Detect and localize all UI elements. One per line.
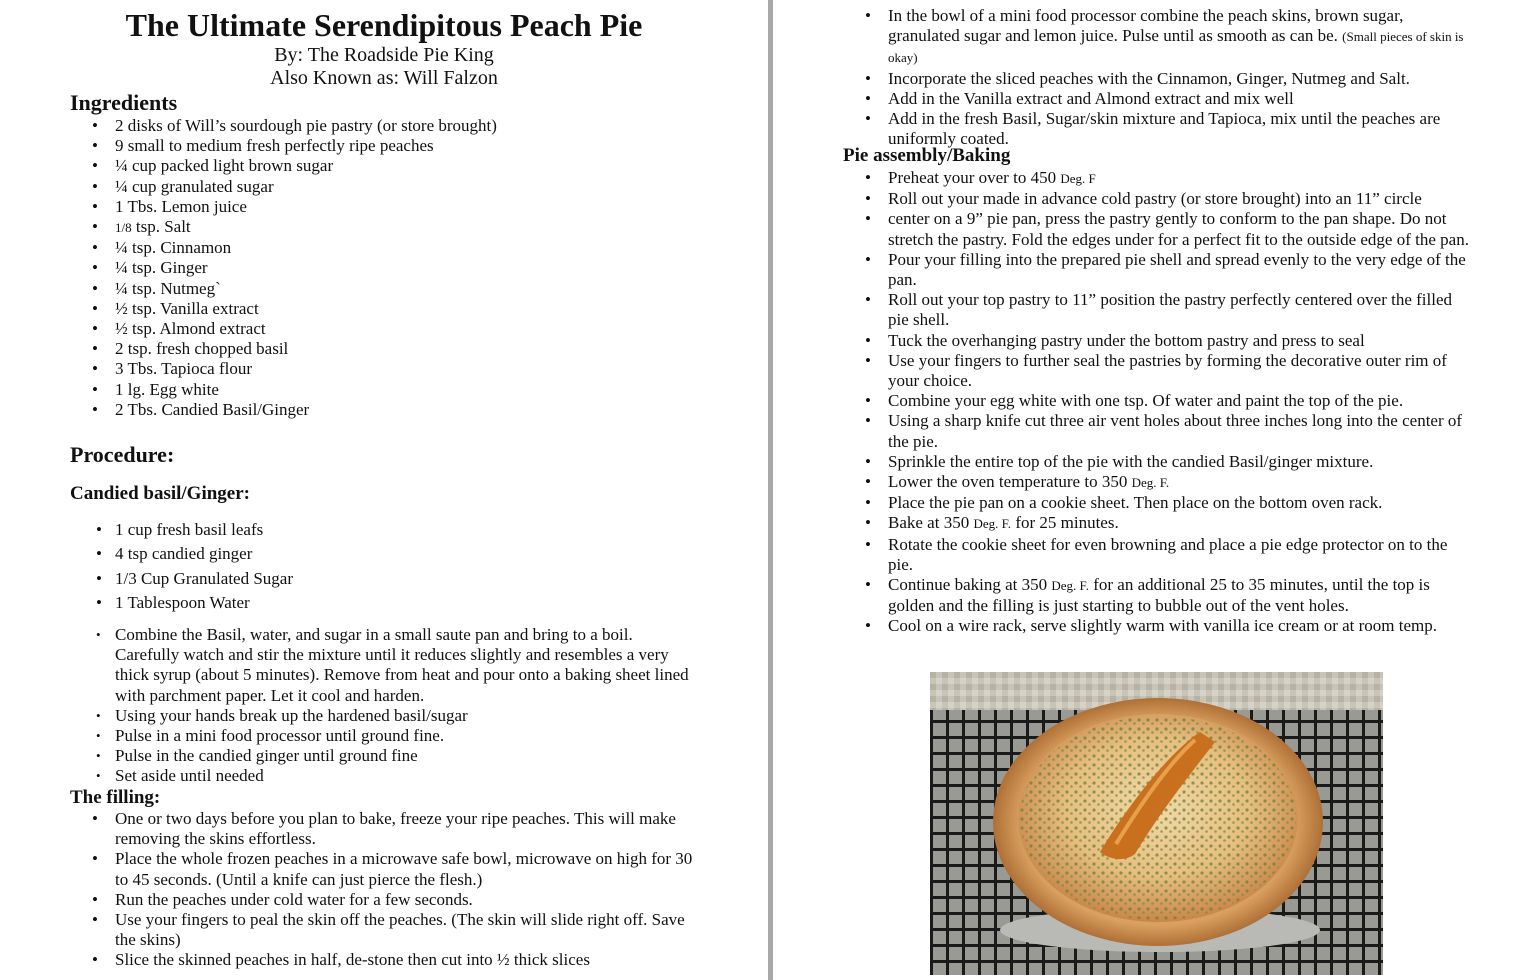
processor-step-text: In the bowl of a mini food processor combine the peach skins, brown sugar, granulated sugar and lemon juice. Pulse until as smooth as can be. bbox=[888, 6, 1404, 46]
list-item: • center on a 9” pie pan, press the pastry gently to conform to the pan shape. Do not stretch the pastry. Fold the edges under for a perfect fit to the outside edge of the pan. bbox=[843, 209, 1473, 249]
deg-unit: Deg. F. bbox=[1131, 475, 1170, 491]
list-item: • 1/3 Cup Granulated Sugar bbox=[70, 567, 710, 591]
list-item: • One or two days before you plan to bake, freeze your ripe peaches. This will make removing the skins effortless. bbox=[70, 809, 700, 849]
list-item bbox=[843, 513, 1473, 534]
list-item bbox=[843, 575, 1473, 616]
list-item bbox=[843, 6, 1473, 69]
list-item: • 9 small to medium fresh perfectly ripe peaches bbox=[70, 136, 710, 156]
list-item: • Place the whole frozen peaches in a microwave safe bowl, microwave on high for 30 to 45 seconds. (Until a knife can just pierce the flesh.) bbox=[70, 849, 700, 889]
list-item: • 3 Tbs. Tapioca flour bbox=[70, 359, 710, 379]
list-item: • Combine your egg white with one tsp. Of water and paint the top of the pie. bbox=[843, 391, 1473, 411]
filling-steps-list bbox=[70, 809, 700, 971]
list-item: • 2 tsp. fresh chopped basil bbox=[70, 339, 710, 359]
processor-note: (Small pieces of skin is okay) bbox=[888, 29, 1464, 66]
list-item: • Set aside until needed bbox=[70, 766, 700, 786]
list-item: • ½ tsp. Vanilla extract bbox=[70, 299, 710, 319]
salt-fraction: 1/8 bbox=[115, 220, 132, 236]
assembly-steps-list bbox=[843, 168, 1473, 637]
list-item: • Use your fingers to further seal the pastries by forming the decorative outer rim of your choice. bbox=[843, 351, 1473, 391]
deg-unit: Deg. F. bbox=[1051, 578, 1089, 594]
list-item: • Combine the Basil, water, and sugar in a small saute pan and bring to a boil. Carefully watch and stir the mixture until it reduces slightly and resembles a very thick syrup (about 5 minutes). Remove from heat and pour onto a baking sheet lined with parchment paper. Let it cool and harden. bbox=[70, 625, 700, 706]
list-item: • Run the peaches under cold water for a few seconds. bbox=[70, 890, 700, 910]
candied-steps-list bbox=[70, 625, 700, 787]
procedure-heading: Procedure: bbox=[70, 442, 175, 467]
list-item: • 1 cup fresh basil leafs bbox=[70, 518, 710, 542]
list-item: • ¼ tsp. Cinnamon bbox=[70, 238, 710, 258]
list-item: • Pulse in the candied ginger until ground fine bbox=[70, 746, 700, 766]
list-item: • ¼ cup granulated sugar bbox=[70, 177, 710, 197]
list-item: • 2 disks of Will’s sourdough pie pastry (or store brought) bbox=[70, 116, 710, 136]
deg-unit: Deg. F bbox=[1060, 171, 1096, 186]
list-item bbox=[843, 168, 1473, 189]
bake-duration-text: for 25 minutes. bbox=[1015, 513, 1119, 533]
list-item: • Using a sharp knife cut three air vent holes about three inches long into the center of the pie. bbox=[843, 411, 1473, 451]
list-item: • Pour your filling into the prepared pie shell and spread evenly to the very edge of the pan. bbox=[843, 250, 1473, 290]
ingredients-heading: Ingredients bbox=[70, 90, 178, 115]
list-item: • Add in the fresh Basil, Sugar/skin mixture and Tapioca, mix until the peaches are uniformly coated. bbox=[843, 109, 1473, 149]
list-item: • 2 Tbs. Candied Basil/Ginger bbox=[70, 400, 710, 420]
author-aka: Also Known as: Will Falzon bbox=[270, 67, 498, 89]
lower-temp-text: Lower the oven temperature to 350 bbox=[888, 472, 1128, 492]
list-item: • Slice the skinned peaches in half, de-stone then cut into ½ thick slices bbox=[70, 950, 700, 970]
list-item bbox=[70, 217, 710, 238]
candied-ingredients-list bbox=[70, 518, 710, 615]
list-item: • Add in the Vanilla extract and Almond extract and mix well bbox=[843, 89, 1473, 109]
author-byline: By: The Roadside Pie King bbox=[274, 44, 494, 66]
filling-steps-continued-list bbox=[843, 6, 1473, 149]
list-item: • Roll out your made in advance cold pastry (or store brought) into an 11” circle bbox=[843, 189, 1473, 209]
list-item: • ½ tsp. Almond extract bbox=[70, 319, 710, 339]
continue-bake-text: Continue baking at 350 bbox=[888, 575, 1048, 595]
ingredients-list bbox=[70, 116, 710, 420]
document-title: The Ultimate Serendipitous Peach Pie bbox=[125, 7, 643, 43]
list-item: • 4 tsp candied ginger bbox=[70, 542, 710, 566]
list-item: • Roll out your top pastry to 11” position the pastry perfectly centered over the filled pie shell. bbox=[843, 290, 1473, 330]
assembly-heading: Pie assembly/Baking bbox=[843, 145, 1011, 166]
list-item: • 1 Tablespoon Water bbox=[70, 591, 710, 615]
list-item: • Using your hands break up the hardened basil/sugar bbox=[70, 706, 700, 726]
list-item: • Incorporate the sliced peaches with the Cinnamon, Ginger, Nutmeg and Salt. bbox=[843, 69, 1473, 89]
list-item: • ¼ tsp. Nutmeg` bbox=[70, 279, 710, 299]
list-item: • Use your fingers to peal the skin off the peaches. (The skin will slide right off. Save the skins) bbox=[70, 910, 700, 950]
list-item: • 1 Tbs. Lemon juice bbox=[70, 197, 710, 217]
list-item: • Place the pie pan on a cookie sheet. Then place on the bottom oven rack. bbox=[843, 493, 1473, 513]
pie-photo bbox=[930, 672, 1383, 975]
salt-text: tsp. Salt bbox=[131, 217, 191, 237]
deg-unit: Deg. F. bbox=[973, 516, 1012, 532]
list-item: • Tuck the overhanging pastry under the bottom pastry and press to seal bbox=[843, 331, 1473, 351]
candied-heading: Candied basil/Ginger: bbox=[70, 483, 250, 504]
list-item bbox=[843, 472, 1473, 493]
list-item: • ¼ cup packed light brown sugar bbox=[70, 156, 710, 176]
bake-text: Bake at 350 bbox=[888, 513, 970, 533]
list-item: • Rotate the cookie sheet for even browning and place a pie edge protector on to the pie. bbox=[843, 535, 1473, 575]
preheat-text: Preheat your over to 450 bbox=[888, 168, 1057, 187]
list-item: • Sprinkle the entire top of the pie with the candied Basil/ginger mixture. bbox=[843, 452, 1473, 472]
filling-heading: The filling: bbox=[70, 787, 161, 808]
continue-bake-detail: for an additional 25 to 35 minutes, until the top is golden and the filling is just starting to bubble out of the vent holes. bbox=[888, 575, 1430, 616]
list-item: • 1 lg. Egg white bbox=[70, 380, 710, 400]
list-item: • Cool on a wire rack, serve slightly warm with vanilla ice cream or at room temp. bbox=[843, 616, 1473, 636]
list-item: • ¼ tsp. Ginger bbox=[70, 258, 710, 278]
list-item: • Pulse in a mini food processor until ground fine. bbox=[70, 726, 700, 746]
